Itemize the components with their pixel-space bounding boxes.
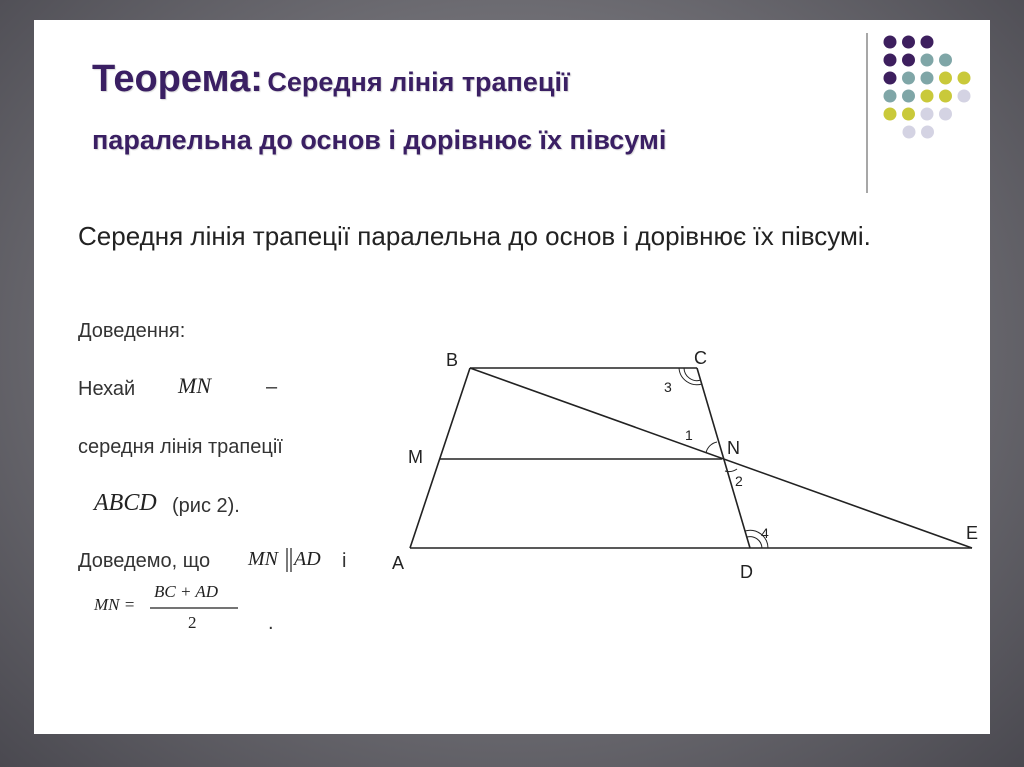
label-c: C [694,348,707,368]
mn-symbol: MN [178,373,211,398]
angle-label-2: 2 [735,473,743,489]
formula-lhs: MN = [94,595,136,614]
formula-denominator: 2 [188,613,197,632]
formula-period: . [268,612,274,634]
midline-text: середня лінія трапеції [78,436,283,458]
figure-reference: (рис 2). [172,495,240,517]
angle-arc-1 [706,442,717,453]
title-prefix: Теорема: [92,58,263,100]
parallel-ad: AD [294,548,321,570]
segment-be [470,368,972,548]
theorem-statement: Середня лінія трапеції паралельна до основ і дорівнює їх півсумі. [78,221,871,251]
label-a: A [392,553,405,573]
angle-label-1: 1 [685,427,693,443]
slide-title-line2: паралельна до основ і дорівнює їх півсумі [92,125,667,155]
let-word: Нехай [78,378,136,400]
angle-label-3: 3 [664,379,672,395]
dash: – [266,376,278,398]
angle-label-4: 4 [761,525,769,541]
label-m: M [408,447,423,467]
label-b: B [446,350,459,370]
parallel-mn: MN [248,548,278,570]
trapezoid-figure [34,20,990,734]
and-word: і [342,550,347,572]
proof-heading: Доведення: [78,320,186,342]
label-d: D [740,562,753,582]
side-cd [697,368,750,548]
label-e: E [966,523,979,543]
slide [34,20,990,734]
formula-numerator: BC + AD [154,582,219,601]
prove-text: Доведемо, що [78,550,211,572]
title-rest: Середня лінія трапеції [267,67,570,97]
label-n: N [727,438,740,458]
abcd-symbol: ABCD [94,490,157,516]
